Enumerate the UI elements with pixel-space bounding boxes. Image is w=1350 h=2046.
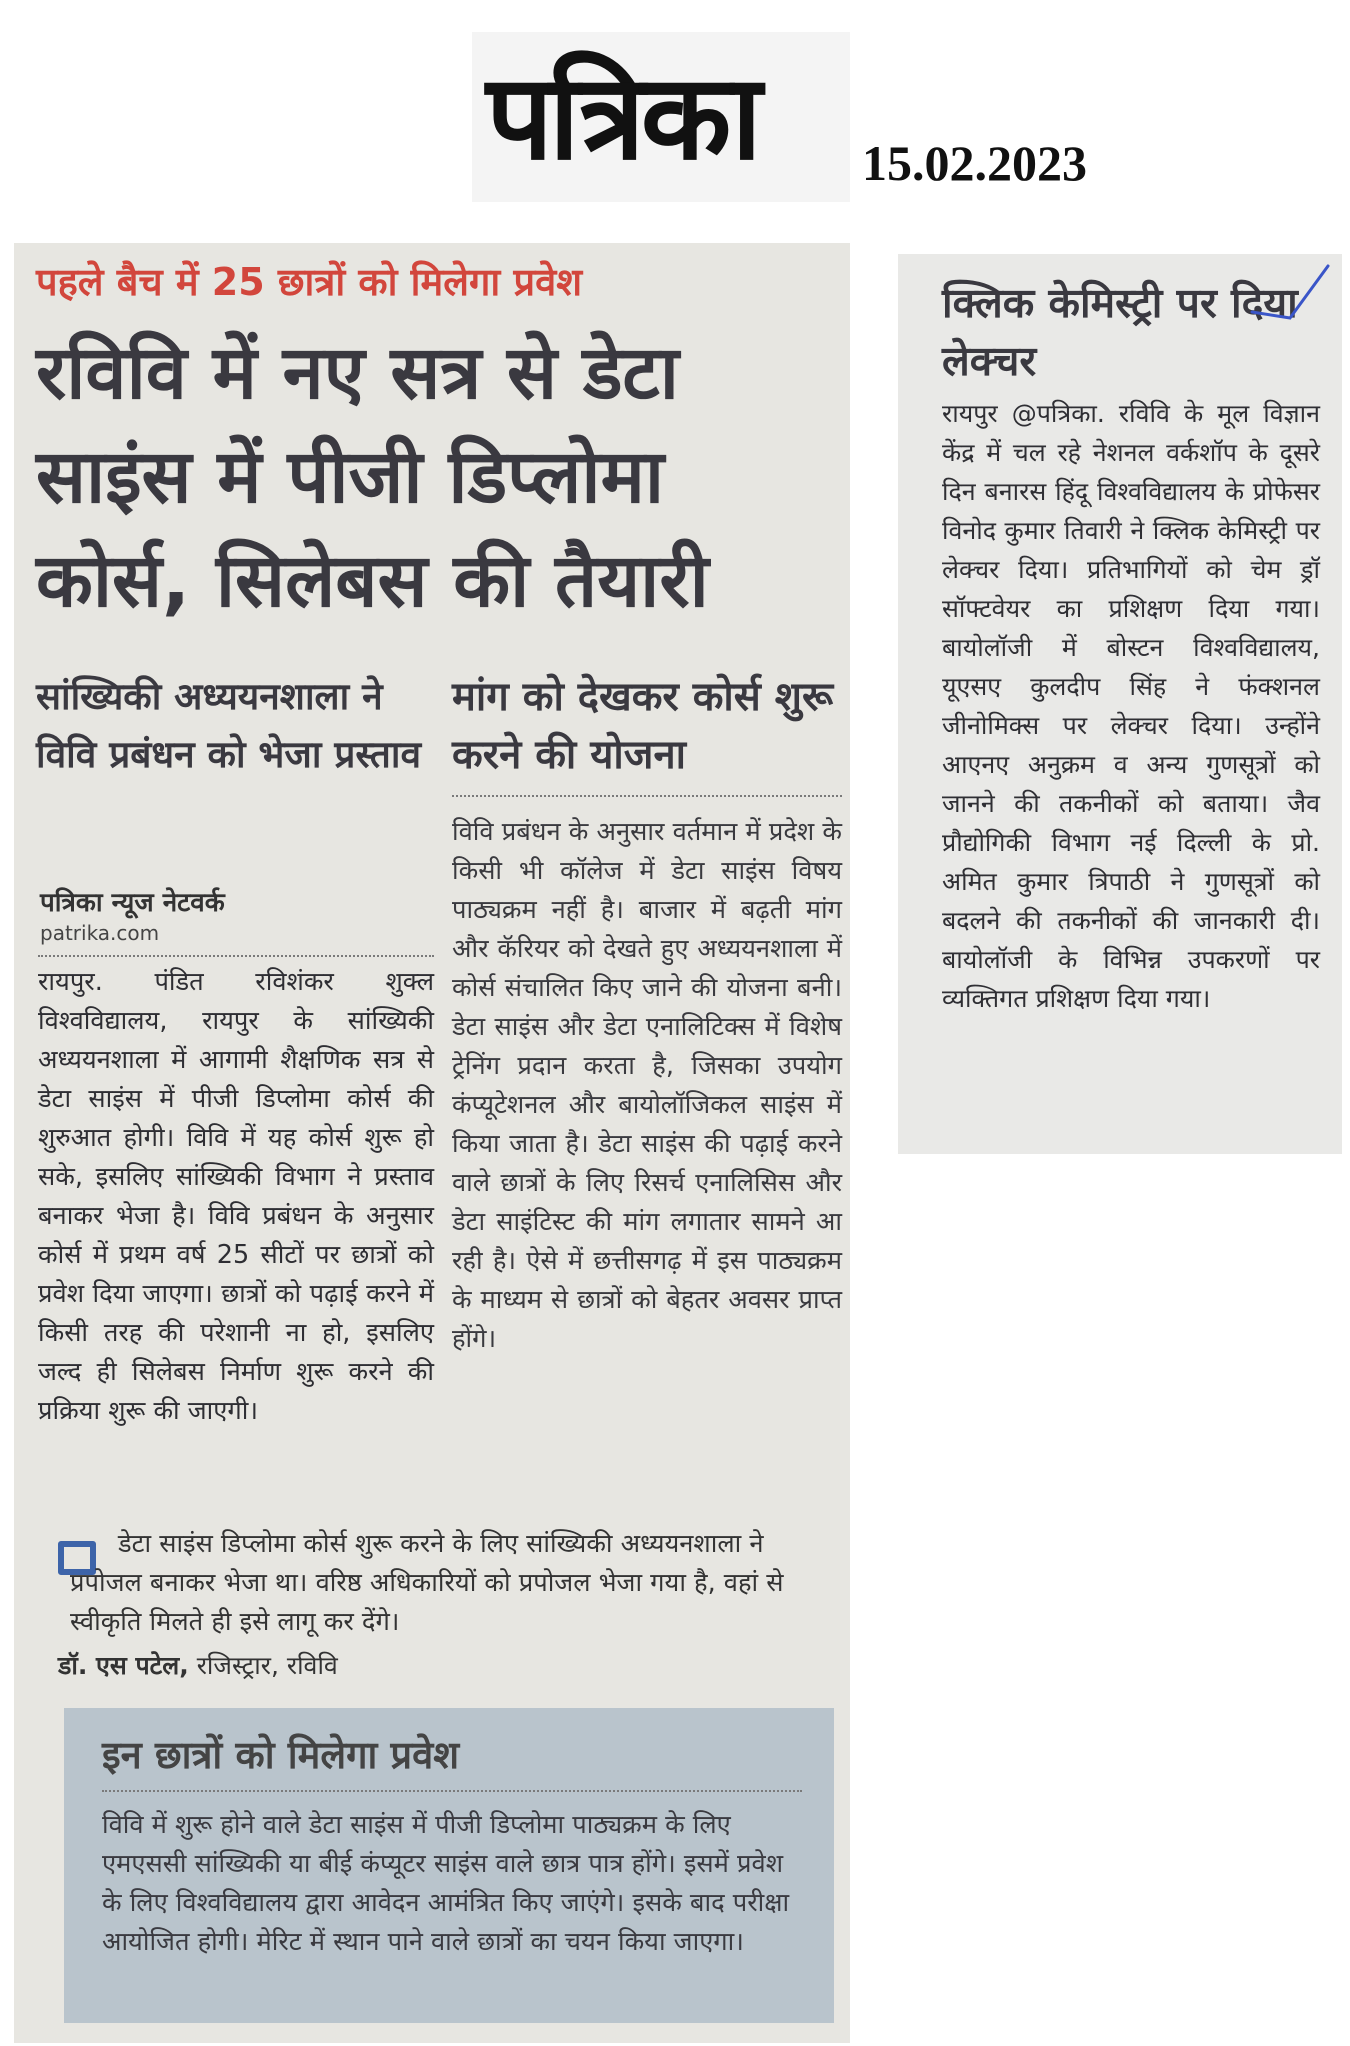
article-body-left: रायपुर. पंडित रविशंकर शुक्ल विश्वविद्यालय, रायपुर के सांख्यिकी अध्ययनशाला में आगामी शैक्षणिक सत्र से डेटा साइंस में पीजी डिप्लोमा कोर्स की शुरुआत होगी। विवि में यह कोर्स शुरू हो सके, इसलिए सांख्यिकी विभाग ने प्रस्ताव बनाकर भेजा है। विवि प्रबंधन के अनुसार कोर्स में प्रथम वर्ष 25 सीटों पर छात्रों को प्रवेश दिया जाएगा। छात्रों को पढ़ाई करने में किसी तरह की परेशानी ना हो, इसलिए जल्द ही सिलेबस निर्माण शुरू करने की प्रक्रिया शुरू की जाएगी। [38,967,434,1426]
side-article-body: रायपुर @पत्रिका. रविवि के मूल विज्ञान केंद्र में चल रहे नेशनल वर्कशॉप के दूसरे दिन बनारस हिंदू विश्वविद्यालय के प्रोफेसर विनोद कुमार तिवारी ने क्लिक केमिस्ट्री पर लेक्चर दिया। प्रतिभागियों को चेम ड्रॉ सॉफ्टवेयर का प्रशिक्षण दिया गया। बायोलॉजी में बोस्टन विश्वविद्यालय, यूएसए कुलदीप सिंह ने फंक्शनल जीनोमिक्स पर लेक्चर दिया। उन्होंने आएनए अनुक्रम व अन्य गुणसूत्रों को जानने की तकनीकों को बताया। जैव प्रौद्योगिकी विभाग नई दिल्ली के प्रो. अमित कुमार त्रिपाठी ने गुणसूत्रों को बदलने की तकनीकों की जानकारी दी। बायोलॉजी के विभिन्न उपकरणों पर व्यक्तिगत प्रशिक्षण दिया गया। [942,399,1320,1013]
box-divider [102,1790,802,1792]
article-body-right: विवि प्रबंधन के अनुसार वर्तमान में प्रदेश के किसी भी कॉलेज में डेटा साइंस विषय पाठ्यक्रम नहीं है। बाजार में बढ़ती मांग और कॅरियर को देखते हुए अध्ययनशाला में कोर्स संचालित किए जाने की योजना बनी। डेटा साइंस और डेटा एनालिटिक्स में विशेष ट्रेनिंग प्रदान करता है, जिसका उपयोग कंप्यूटेशनल और बायोलॉजिकल साइंस में किया जाता है। डेटा साइंस की पढ़ाई करने वाले छात्रों के लिए रिसर्च एनालिसिस और डेटा साइंटिस्ट की मांग लगातार सामने आ रही है। ऐसे में छत्तीसगढ़ में इस पाठ्यक्रम के माध्यम से छात्रों को बेहतर अवसर प्राप्त होंगे। [452,817,842,1354]
side-headline: क्लिक केमिस्ट्री पर दिया लेक्चर [942,279,1298,385]
newspaper-name: पत्रिका [486,47,758,186]
eligibility-box [64,1708,834,2023]
pen-tick-mark-icon [1250,262,1332,324]
main-news-clipping [14,243,850,2043]
byline-url: patrika.com [40,921,160,945]
subheadline-left: सांख्यिकी अध्ययनशाला ने विवि प्रबंधन को भेजा प्रस्ताव [36,675,422,776]
kicker-headline: पहले बैच में 25 छात्रों को मिलेगा प्रवेश [36,260,583,304]
eligibility-text: विवि में शुरू होने वाले डेटा साइंस में पीजी डिप्लोमा पाठ्यक्रम के लिए एमएससी सांख्यिकी या बीई कंप्यूटर साइंस वाले छात्र पात्र होंगे। इसमें प्रवेश के लिए विश्वविद्यालय द्वारा आवेदन आमंत्रित किए जाएंगे। इसके बाद परीक्षा आयोजित होगी। मेरिट में स्थान पाने वाले छात्रों का चयन किया जाएगा। [102,1810,790,1957]
quote-author-name: डॉ. एस पटेल, [58,1651,189,1680]
masthead-logo-box [472,32,850,202]
eligibility-title: इन छात्रों को मिलेगा प्रवेश [102,1733,460,1777]
column-divider [452,795,842,797]
byline-divider [38,955,434,957]
side-news-clipping [898,254,1342,1154]
quote-author-role: रजिस्ट्रार, रविवि [196,1651,338,1680]
official-quote: डेटा साइंस डिप्लोमा कोर्स शुरू करने के लिए सांख्यिकी अध्ययनशाला ने प्रपोजल बनाकर भेजा था। वरिष्ठ अधिकारियों को प्रपोजल भेजा गया है, वहां से स्वीकृति मिलते ही इसे लागू कर देंगे। [70,1529,784,1637]
main-headline: रविवि में नए सत्र से डेटा साइंस में पीजी डिप्लोमा कोर्स, सिलेबस की तैयारी [36,330,709,624]
quote-author [58,1648,338,1682]
subheadline-right: मांग को देखकर कोर्स शुरू करने की योजना [452,674,834,778]
publication-date: 15.02.2023 [862,135,1087,191]
byline: पत्रिका न्यूज नेटवर्क [40,888,225,918]
